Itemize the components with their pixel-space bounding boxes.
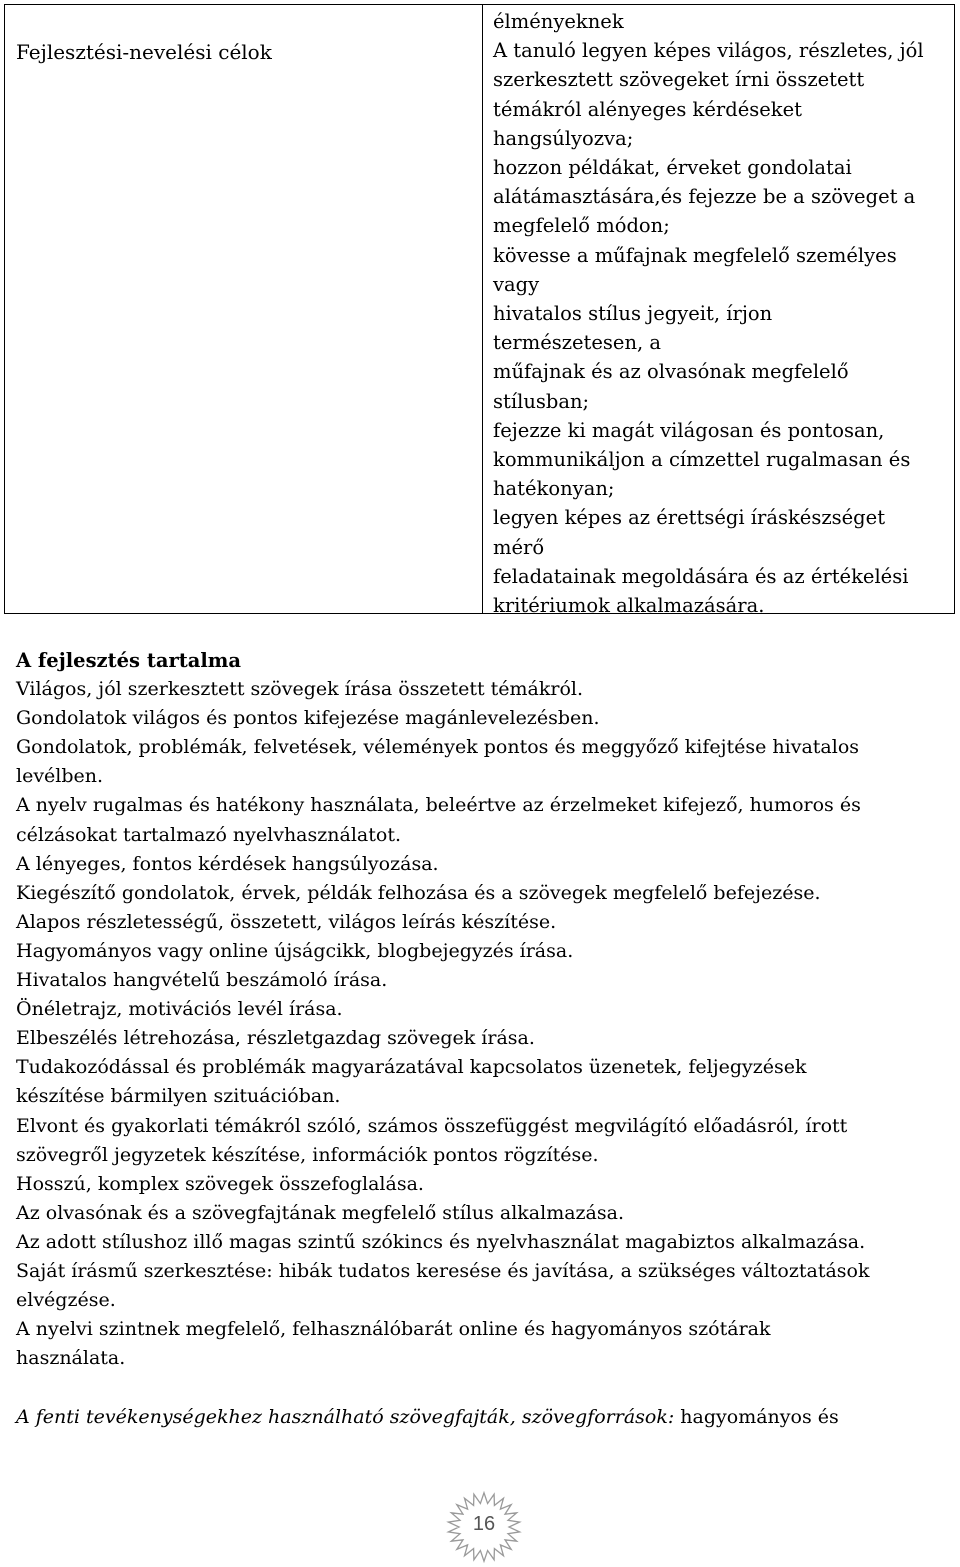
goals-label: Fejlesztési-nevelési célok <box>16 40 272 64</box>
goals-line: megfelelő módon; <box>493 214 670 238</box>
content-line: használata. <box>16 1347 126 1370</box>
content-line: Hagyományos vagy online újságcikk, blogbejegyzés írása. <box>16 939 574 962</box>
content-line: elvégzése. <box>16 1289 116 1312</box>
goals-line: A tanuló legyen képes világos, részletes, jól <box>493 39 924 63</box>
content-line: Tudakozódással és problémák magyarázatával kapcsolatos üzenetek, feljegyzések <box>16 1056 807 1079</box>
goals-table <box>4 4 955 618</box>
content-line: szövegről jegyzetek készítése, információk pontos rögzítése. <box>16 1143 599 1166</box>
content-line: A lényeges, fontos kérdések hangsúlyozása. <box>16 852 439 875</box>
page-number-badge <box>430 1490 538 1564</box>
content-line: Hosszú, komplex szövegek összefoglalása. <box>16 1172 424 1195</box>
content-line: célzásokat tartalmazó nyelvhasználatot. <box>16 823 401 846</box>
development-content <box>16 646 951 1373</box>
goals-line: kövesse a műfajnak megfelelő személyes <box>493 243 897 267</box>
goals-line: fejezze ki magát világosan és pontosan, <box>493 418 885 442</box>
goals-line: legyen képes az érettségi íráskészséget <box>493 506 886 530</box>
goals-line: kritériumok alkalmazására. <box>493 594 765 618</box>
goals-line: kommunikáljon a címzettel rugalmasan és <box>493 448 911 472</box>
content-line: Saját írásmű szerkesztése: hibák tudatos keresése és javítása, a szükséges változtatások <box>16 1259 870 1282</box>
content-line: Önéletrajz, motivációs levél írása. <box>16 998 343 1021</box>
content-line: Gondolatok világos és pontos kifejezése magánlevelezésben. <box>16 707 600 730</box>
goals-label-cell <box>5 5 483 613</box>
goals-line: élményeknek <box>493 10 624 33</box>
content-line: Gondolatok, problémák, felvetések, vélemények pontos és meggyőző kifejtése hivatalos <box>16 736 860 759</box>
goals-line: témákról alényeges kérdéseket <box>493 97 802 121</box>
section-heading: A fejlesztés tartalma <box>16 649 242 672</box>
content-line: Alapos részletességű, összetett, világos leírás készítése. <box>16 910 557 933</box>
content-line: Az olvasónak és a szövegfajtának megfelelő stílus alkalmazása. <box>16 1201 624 1224</box>
goals-line: vagy <box>493 272 540 296</box>
text-types-value: hagyományos és <box>674 1406 839 1428</box>
goals-line: hatékonyan; <box>493 477 615 501</box>
goals-line: szerkesztett szövegeket írni összetett <box>493 68 865 92</box>
goals-line: hangsúlyozva; <box>493 126 634 150</box>
text-types-line <box>16 1403 839 1432</box>
goals-line: stílusban; <box>493 389 590 413</box>
goals-line: feladatainak megoldására és az értékelési <box>493 564 909 588</box>
content-line: Világos, jól szerkesztett szövegek írása összetett témákról. <box>16 678 584 701</box>
content-line: Elvont és gyakorlati témákról szóló, számos összefüggést megvilágító előadásról, írott <box>16 1114 848 1137</box>
goals-line: hozzon példákat, érveket gondolatai <box>493 156 852 180</box>
goals-line: műfajnak és az olvasónak megfelelő <box>493 360 849 384</box>
content-line: Kiegészítő gondolatok, érvek, példák felhozása és a szövegek megfelelő befejezése. <box>16 881 821 904</box>
content-line: A nyelvi szintnek megfelelő, felhasználóbarát online és hagyományos szótárak <box>16 1318 771 1341</box>
content-line: Elbeszélés létrehozása, részletgazdag szövegek írása. <box>16 1027 535 1050</box>
content-line: levélben. <box>16 765 104 788</box>
goals-line: alátámasztására,és fejezze be a szöveget a <box>493 185 916 209</box>
content-line: Hivatalos hangvételű beszámoló írása. <box>16 969 388 992</box>
content-line: Az adott stílushoz illő magas szintű szókincs és nyelvhasználat magabiztos alkalmazása. <box>16 1230 866 1253</box>
content-line: A nyelv rugalmas és hatékony használata, beleértve az érzelmeket kifejező, humoros és <box>16 794 861 817</box>
text-types-label: A fenti tevékenységekhez használható szövegfajták, szövegforrások: <box>16 1406 675 1428</box>
goals-line: mérő <box>493 535 545 559</box>
goals-content-cell <box>483 5 954 618</box>
content-line: készítése bármilyen szituációban. <box>16 1085 341 1108</box>
goals-line: hivatalos stílus jegyeit, írjon <box>493 302 773 326</box>
page-number: 16 <box>472 1513 496 1535</box>
goals-line: természetesen, a <box>493 331 662 355</box>
